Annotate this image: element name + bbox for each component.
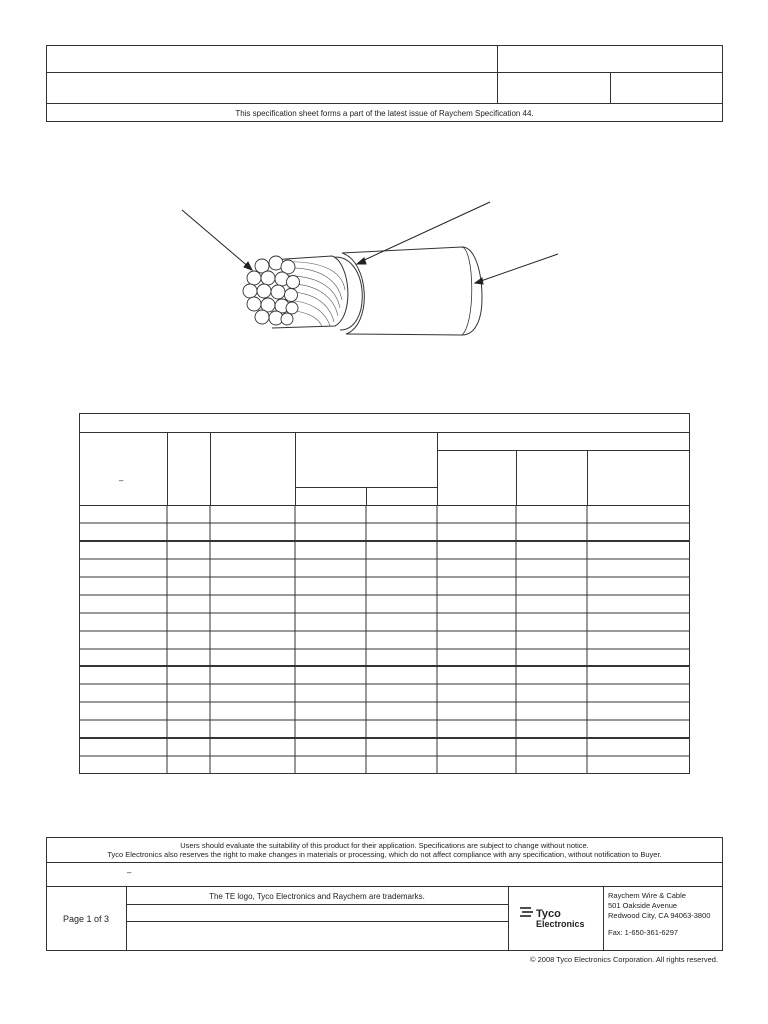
header-col-4: [366, 487, 367, 506]
address-block: [608, 891, 720, 938]
fax-number: Fax: 1-650-361-6297: [608, 928, 679, 937]
footer-mid-line-1: [126, 904, 508, 905]
disclaimer-line-1: Users should evaluate the suitability of this product for their application. Specifications are subject to change without notice.: [180, 841, 589, 850]
disclaimer-line-2: Tyco Electronics also reserves the right to make changes in materials or processing, which do not affect compliance with any specification, without notification to Buyer.: [107, 850, 662, 859]
tyco-logo-mark-icon: [520, 906, 534, 918]
logo-text-electronics: Electronics: [536, 919, 585, 929]
address-line-3: Redwood City, CA 94063-3800: [608, 911, 711, 920]
footer-vdivider-3: [603, 886, 604, 951]
header-divider-1: [46, 72, 723, 73]
footer-divider-2: [46, 886, 723, 887]
header-col-1: [167, 432, 168, 506]
footer-divider-1: [46, 862, 723, 863]
spec-table-body: [79, 505, 691, 775]
header-col-3: [295, 432, 296, 506]
header-col-7: [587, 450, 588, 506]
spec-table-title-row: [79, 413, 690, 433]
header-col-2: [210, 432, 211, 506]
header-sub-line-2: [437, 450, 690, 451]
header-divider-2: [46, 103, 723, 104]
address-line-2: 501 Oakside Avenue: [608, 901, 678, 910]
size-dash: –: [119, 476, 124, 485]
spec-notice: This specification sheet forms a part of the latest issue of Raychem Specification 44.: [235, 109, 534, 118]
logo-text-tyco: Tyco: [536, 908, 561, 920]
header-sub-line-1: [295, 487, 437, 488]
spec-table-header: [79, 432, 690, 506]
header-vdivider-2: [610, 72, 611, 103]
header-col-5: [437, 432, 438, 506]
header-col-6: [516, 450, 517, 506]
footer-dash: –: [127, 868, 132, 877]
footer-vdivider-2: [508, 886, 509, 951]
footer-mid-line-2: [126, 921, 508, 922]
copyright: © 2008 Tyco Electronics Corporation. All rights reserved.: [530, 955, 718, 964]
tyco-logo: [518, 903, 602, 931]
cable-illustration: [170, 190, 570, 340]
address-line-1: Raychem Wire & Cable: [608, 891, 686, 900]
header-vdivider-1: [497, 45, 498, 103]
page-number: Page 1 of 3: [62, 914, 110, 924]
trademark-notice: The TE logo, Tyco Electronics and Raychem are trademarks.: [209, 892, 425, 901]
